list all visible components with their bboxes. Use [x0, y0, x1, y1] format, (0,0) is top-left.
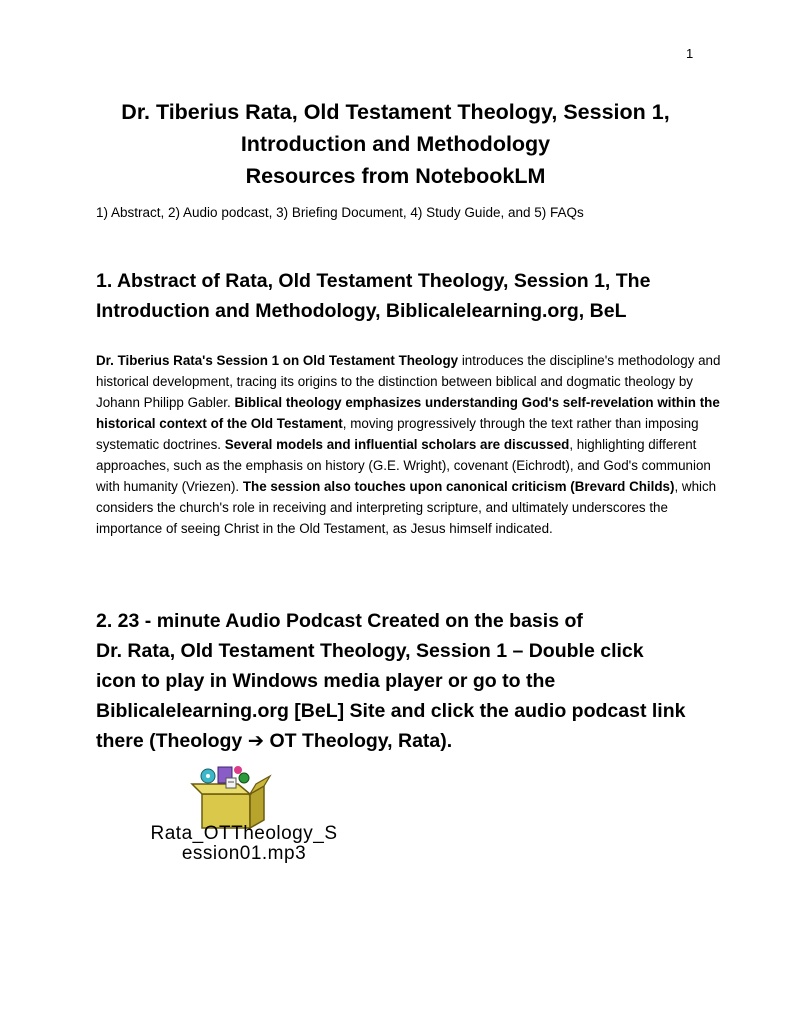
heading-line: 1. Abstract of Rata, Old Testament Theology, Session 1, The — [96, 270, 651, 292]
title-line: Introduction and Methodology — [240, 132, 551, 156]
file-label-line: ession01.mp3 — [181, 843, 307, 864]
file-label-line: Rata_OTTheology_S — [150, 823, 338, 844]
heading-text: OT Theology, Rata). — [264, 730, 453, 752]
abstract-bold-span: Several models and influential scholars are discussed — [224, 437, 570, 452]
heading-line: Biblicalelearning.org [BeL] Site and click the audio podcast link — [96, 700, 686, 722]
heading-line: Introduction and Methodology, Biblicalelearning.org, BeL — [96, 300, 627, 322]
abstract-span: , highlighting different approaches, such as the emphasis on history (G.E. Wright), covenant (Eichrodt), and God's communion with humanity (Vriezen). — [96, 437, 711, 494]
document-title — [60, 96, 731, 192]
heading-line: icon to play in Windows media player or go to the — [96, 670, 556, 692]
abstract-bold-span: Dr. Tiberius Rata's Session 1 on Old Testament Theology — [96, 353, 459, 368]
title-line: Dr. Tiberius Rata, Old Testament Theology, Session 1, — [121, 100, 670, 124]
heading-line — [96, 726, 736, 756]
heading-text: there (Theology — [96, 730, 248, 752]
section-2-heading — [96, 606, 736, 756]
title-line: Resources from NotebookLM — [245, 164, 546, 188]
abstract-bold-span: The session also touches upon canonical criticism (Brevard Childs) — [242, 479, 675, 494]
heading-line: Dr. Rata, Old Testament Theology, Session 1 – Double click — [96, 640, 644, 662]
podcast-file-label[interactable] — [94, 824, 394, 864]
abstract-span: , moving progressively through the text rather than imposing systematic doctrines. — [96, 416, 699, 452]
abstract-span: introduces the discipline's methodology and historical development, tracing its origins to the distinction between biblical and dogmatic theology by Johann Philipp Gabler. — [96, 353, 721, 410]
abstract-bold-span: Biblical theology emphasizes understanding God's self-revelation within the historical context of the Old Testament — [96, 395, 720, 431]
abstract-span: , which considers the church's role in receiving and interpreting scripture, and ultimately underscores the importance of seeing Christ in the Old Testament, as Jesus himself indicated. — [96, 479, 717, 536]
resources-list: 1) Abstract, 2) Audio podcast, 3) Briefing Document, 4) Study Guide, and 5) FAQs — [96, 205, 584, 220]
heading-line: 2. 23 - minute Audio Podcast Created on the basis of — [96, 610, 583, 632]
page-number: 1 — [686, 46, 694, 61]
abstract-paragraph — [96, 350, 724, 539]
podcast-file-object[interactable] — [94, 764, 394, 874]
arrow-right-icon: ➔ — [247, 730, 265, 752]
media-package-icon[interactable] — [188, 764, 272, 830]
section-1-heading — [96, 266, 736, 326]
